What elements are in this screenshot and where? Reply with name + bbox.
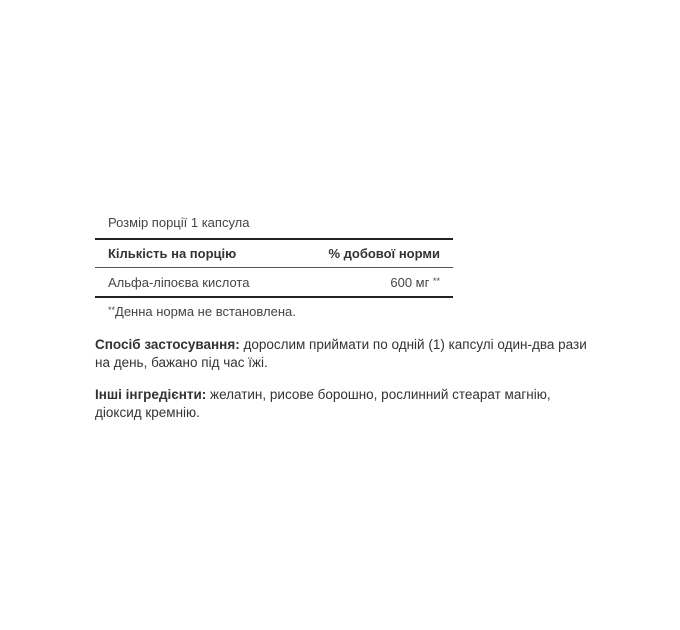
other-ingredients-label: Інші інгредієнти:: [95, 387, 207, 402]
footnote: [95, 304, 453, 319]
ingredient-amount: [390, 275, 440, 290]
other-ingredients-text: желатин, рисове борошно, рослинний стеарат магнію, діоксид кремнію.: [95, 387, 551, 420]
usage-text: дорослим приймати по одній (1) капсулі один-два рази на день, бажано під час їжі.: [95, 337, 587, 370]
usage-label: Спосіб застосування:: [95, 337, 240, 352]
supplement-facts-table: [95, 208, 453, 319]
amount-value: 600 мг: [390, 274, 430, 290]
serving-size: Розмір порції 1 капсула: [95, 208, 453, 240]
footnote-text: Денна норма не встановлена.: [115, 304, 296, 319]
other-ingredients-paragraph: [95, 386, 600, 422]
header-daily-value: % добової норми: [328, 246, 440, 261]
ingredient-name: Альфа-ліпоєва кислота: [108, 274, 250, 290]
usage-paragraph: [95, 336, 600, 372]
table-row: [95, 268, 453, 298]
header-amount-per-serving: Кількість на порцію: [108, 246, 237, 261]
table-header: [95, 240, 453, 268]
footnote-mark: **: [108, 305, 116, 315]
dv-footnote-mark: **: [432, 275, 440, 286]
